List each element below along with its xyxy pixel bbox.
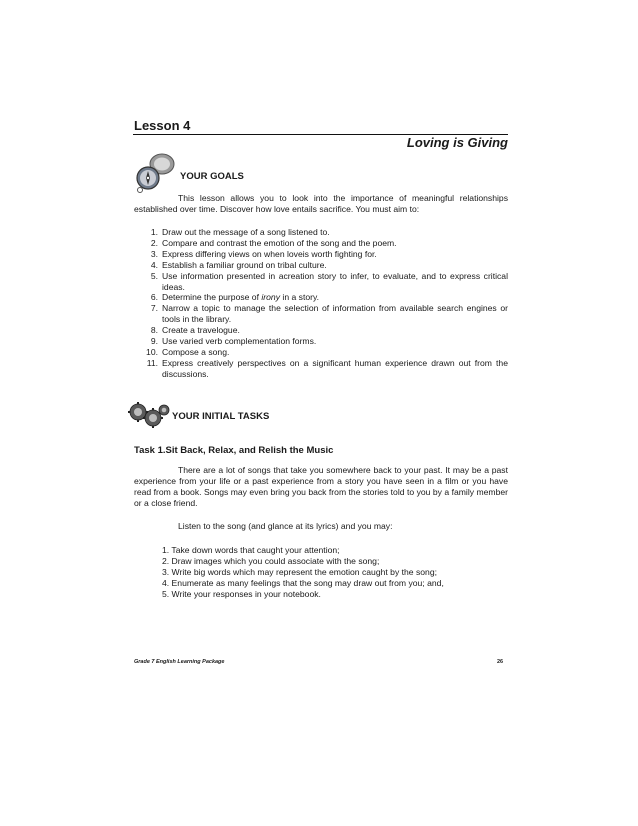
gears-icon (128, 400, 170, 430)
list-item-text: in a story. (280, 292, 320, 303)
lesson-label: Lesson 4 (134, 118, 191, 133)
task-paragraph-1 (134, 465, 508, 509)
list-item (134, 260, 508, 271)
task-paragraph-2-text: Listen to the song (and glance at its lyrics) and you may: (178, 521, 393, 531)
list-item (134, 336, 508, 347)
list-item-number: 3. (150, 248, 158, 259)
goals-list (134, 227, 508, 380)
page-number: 26 (497, 659, 504, 665)
list-item (134, 347, 508, 358)
lesson-title: Loving is Giving (406, 135, 508, 150)
list-item (134, 238, 508, 249)
goals-heading: YOUR GOALS (180, 171, 244, 182)
list-item: 3. Write big words which may represent the emotion caught by the song; (162, 566, 437, 577)
task-paragraph-2 (134, 521, 508, 532)
list-item-number: 11. (146, 357, 158, 368)
list-item-number: 7. (150, 303, 158, 314)
compass-icon (132, 152, 180, 194)
list-item-text: irony (261, 292, 281, 303)
list-item-text: Determine the purpose of (162, 292, 262, 303)
task-steps (162, 545, 444, 600)
list-item (134, 249, 508, 260)
list-item-text: Establish a familiar ground on tribal culture. (162, 259, 327, 270)
list-item-text: Narrow a topic to manage the selection of information from available search engines or tools in the library. (162, 303, 508, 325)
list-item-number: 8. (150, 325, 158, 336)
list-item-text: Express creatively perspectives on a significant human experience drawn out from the discussions. (162, 357, 508, 379)
list-item-number: 2. (150, 237, 158, 248)
list-item (134, 271, 508, 293)
list-item: 5. Write your responses in your notebook. (162, 588, 321, 599)
list-item-number: 6. (150, 292, 158, 303)
list-item-text: Use varied verb complementation forms. (162, 336, 317, 347)
list-item-number: 10. (146, 346, 158, 357)
list-item-number: 9. (150, 336, 158, 347)
list-item: 2. Draw images which you could associate with the song; (162, 555, 380, 566)
list-item (134, 227, 508, 238)
list-item-text: Create a travelogue. (162, 325, 240, 336)
list-item-text: Compose a song. (162, 346, 230, 357)
task-paragraph-1-text: There are a lot of songs that take you somewhere back to your past. It may be a past experience from your life or a past experience from a story you have seen in a film or you have read from a book. Songs may even bring you back from the stories told to you by a family member or a close friend. (134, 465, 508, 508)
list-item (134, 358, 508, 380)
goals-intro-text: This lesson allows you to look into the importance of meaningful relationships established over time. Discover how love entails sacrifice. You must aim to: (134, 193, 508, 214)
list-item-number: 1. (150, 227, 158, 237)
list-item: 1. Take down words that caught your attention; (162, 545, 340, 555)
list-item-number: 4. (150, 259, 158, 270)
list-item-text: Draw out the message of a song listened to. (162, 227, 330, 237)
goals-intro (134, 193, 508, 215)
footer-package-name: Grade 7 English Learning Package (134, 659, 225, 665)
list-item (134, 292, 508, 303)
list-item-number: 5. (150, 270, 158, 281)
list-item-text: Use information presented in acreation story to infer, to evaluate, and to express critical ideas. (162, 270, 508, 292)
list-item: 4. Enumerate as many feelings that the song may draw out from you; and, (162, 577, 444, 588)
tasks-heading: YOUR INITIAL TASKS (172, 411, 270, 422)
list-item-text: Compare and contrast the emotion of the song and the poem. (162, 237, 397, 248)
list-item (134, 303, 508, 325)
task-title: Task 1.Sit Back, Relax, and Relish the Music (134, 445, 334, 456)
list-item (134, 325, 508, 336)
list-item-text: Express differing views on when loveis worth fighting for. (162, 248, 377, 259)
